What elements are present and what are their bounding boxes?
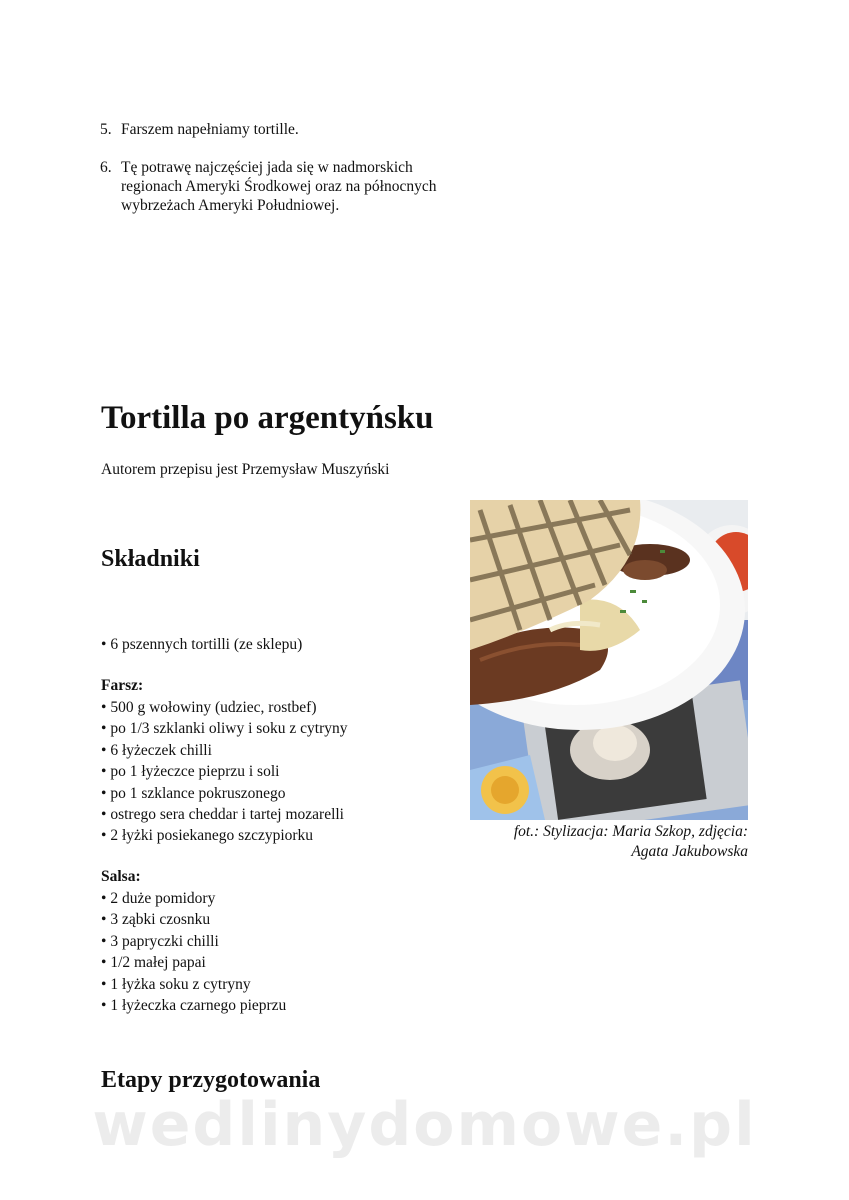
watermark: wedlinydomowe.pl <box>92 1090 757 1160</box>
base-ingredients-list <box>101 634 302 655</box>
list-item <box>100 120 460 139</box>
list-item: • 500 g wołowiny (udziec, rostbef) <box>101 697 348 718</box>
salsa-label: Salsa: <box>101 868 141 885</box>
farsz-list <box>101 697 348 847</box>
photo-caption <box>470 822 748 862</box>
list-item: • 1 łyżka soku z cytryny <box>101 974 286 995</box>
list-item: • ostrego sera cheddar i tartej mozarelli <box>101 804 348 825</box>
list-item: • po 1 szklance pokruszonego <box>101 783 348 804</box>
recipe-title: Tortilla po argentyńsku <box>101 400 434 436</box>
step-text: Farszem napełniamy tortille. <box>121 121 299 138</box>
list-item: • 6 pszennych tortilli (ze sklepu) <box>101 634 302 655</box>
recipe-photo <box>470 500 748 820</box>
list-item: • po 1/3 szklanki oliwy i soku z cytryny <box>101 718 348 739</box>
list-item: • po 1 łyżeczce pieprzu i soli <box>101 761 348 782</box>
step-text: Tę potrawę najczęściej jada się w nadmorskich regionach Ameryki Środkowej oraz na północnych wybrzeżach Ameryki Południowej. <box>121 159 437 214</box>
list-item: • 3 papryczki chilli <box>101 931 286 952</box>
step-number: 6. <box>100 159 112 176</box>
ingredients-heading: Składniki <box>101 546 200 572</box>
previous-steps-list <box>100 120 460 234</box>
list-item: • 1/2 małej papai <box>101 952 286 973</box>
photo-caption-line2: Agata Jakubowska <box>631 843 748 860</box>
list-item: • 3 ząbki czosnku <box>101 909 286 930</box>
salsa-list <box>101 888 286 1016</box>
photo-caption-line1: fot.: Stylizacja: Maria Szkop, zdjęcia: <box>513 823 748 840</box>
list-item: • 6 łyżeczek chilli <box>101 740 348 761</box>
step-number: 5. <box>100 121 112 138</box>
list-item: • 1 łyżeczka czarnego pieprzu <box>101 995 286 1016</box>
list-item: • 2 duże pomidory <box>101 888 286 909</box>
recipe-author: Autorem przepisu jest Przemysław Muszyński <box>101 461 390 478</box>
list-item <box>100 158 460 215</box>
steps-heading: Etapy przygotowania <box>101 1067 321 1093</box>
list-item: • 2 łyżki posiekanego szczypiorku <box>101 825 348 846</box>
farsz-label: Farsz: <box>101 677 144 694</box>
